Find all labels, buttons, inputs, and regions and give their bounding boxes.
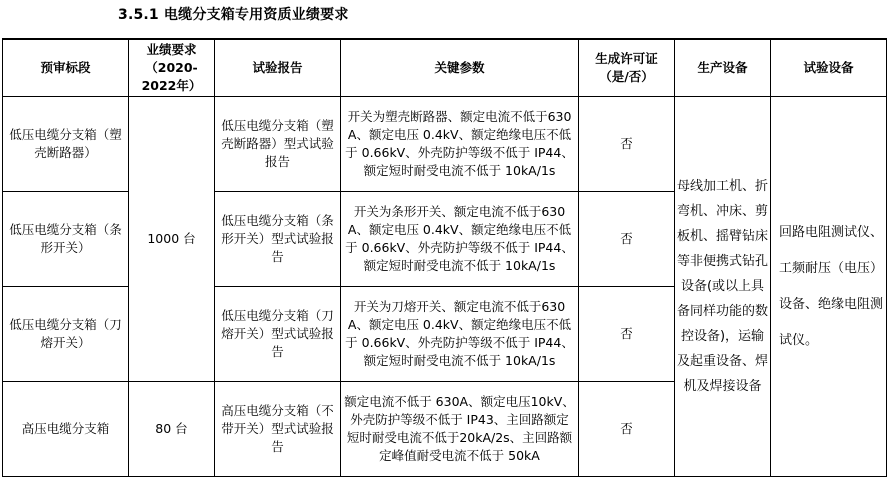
params-cell: 开关为塑壳断路器、额定电流不低于630A、额定电压 0.4kV、额定绝缘电压不低于 0.66kV、外壳防护等级不低于 IP44、额定短时耐受电流不低于 10kA/1s: [341, 97, 579, 192]
col-header-report: 试验报告: [215, 39, 341, 97]
col-header-production: 生产设备: [675, 39, 771, 97]
performance-cell: 1000 台: [129, 97, 215, 382]
params-cell: 开关为刀熔开关、额定电流不低于630A、额定电压 0.4kV、额定绝缘电压不低于 0.66kV、外壳防护等级不低于 IP44、额定短时耐受电流不低于 10kA/1s: [341, 287, 579, 382]
section-cell: 高压电缆分支箱: [3, 382, 129, 477]
col-header-license: 生成许可证（是/否）: [579, 39, 675, 97]
section-cell: 低压电缆分支箱（塑壳断路器）: [3, 97, 129, 192]
qualification-table: [2, 38, 887, 477]
license-cell: 否: [579, 192, 675, 287]
col-header-params: 关键参数: [341, 39, 579, 97]
header-row: [3, 39, 887, 97]
performance-cell: 80 台: [129, 382, 215, 477]
report-cell: 低压电缆分支箱（塑壳断路器）型式试验报告: [215, 97, 341, 192]
report-cell: 低压电缆分支箱（刀熔开关）型式试验报告: [215, 287, 341, 382]
col-header-testing: 试验设备: [771, 39, 887, 97]
col-header-performance: 业绩要求（2020-2022年）: [129, 39, 215, 97]
report-cell: 高压电缆分支箱（不带开关）型式试验报告: [215, 382, 341, 477]
license-cell: 否: [579, 287, 675, 382]
params-cell: 额定电流不低于 630A、额定电压10kV、外壳防护等级不低于 IP43、主回路额定短时耐受电流不低于20kA/2s、主回路额定峰值耐受电流不低于 50kA: [341, 382, 579, 477]
license-cell: 否: [579, 97, 675, 192]
section-heading: 3.5.1 电缆分支箱专用资质业绩要求: [118, 7, 349, 23]
table-row: [3, 97, 887, 192]
license-cell: 否: [579, 382, 675, 477]
section-cell: 低压电缆分支箱（条形开关）: [3, 192, 129, 287]
section-cell: 低压电缆分支箱（刀熔开关）: [3, 287, 129, 382]
col-header-section: 预审标段: [3, 39, 129, 97]
production-equipment-cell: 母线加工机、折弯机、冲床、剪板机、摇臂钻床等非便携式钻孔设备(或以上具备同样功能的数控设备)，运输及起重设备、焊机及焊接设备: [675, 97, 771, 477]
test-equipment-cell: 回路电阻测试仪、工频耐压（电压）设备、绝缘电阻测试仪。: [771, 97, 887, 477]
report-cell: 低压电缆分支箱（条形开关）型式试验报告: [215, 192, 341, 287]
params-cell: 开关为条形开关、额定电流不低于630A、额定电压 0.4kV、额定绝缘电压不低于 0.66kV、外壳防护等级不低于 IP44、额定短时耐受电流不低于 10kA/1s: [341, 192, 579, 287]
